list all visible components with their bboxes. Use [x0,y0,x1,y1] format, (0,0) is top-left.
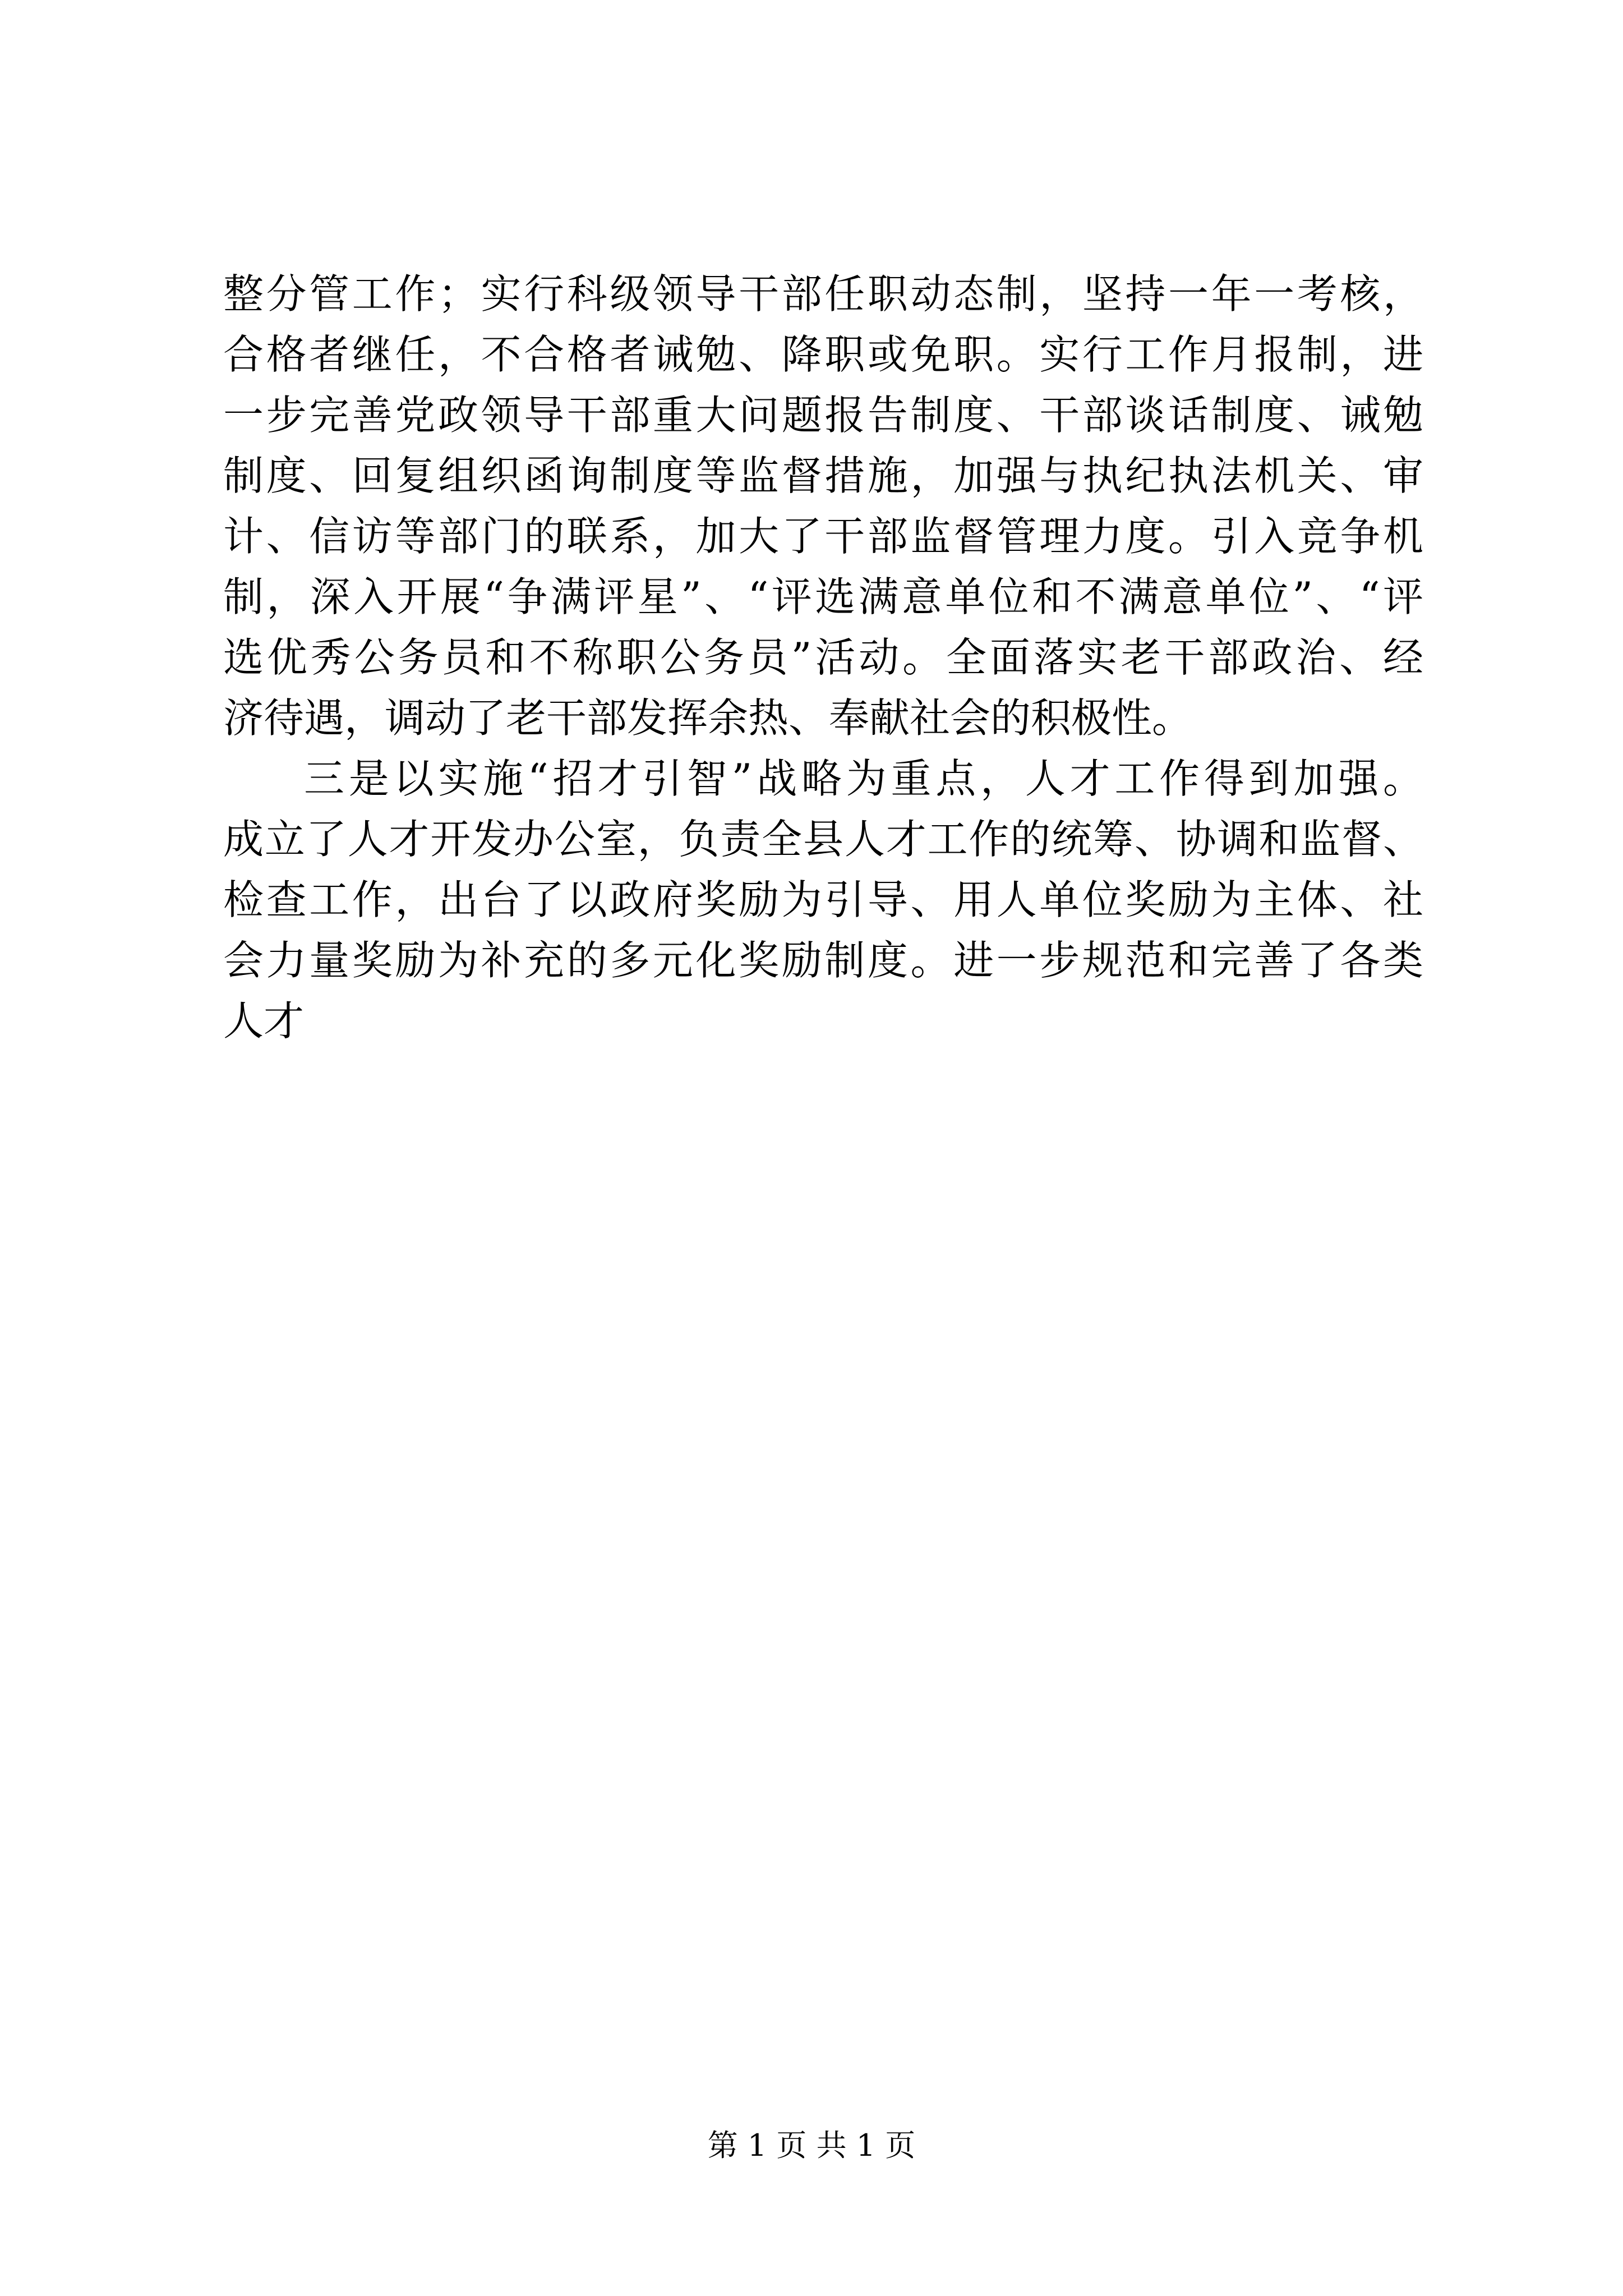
text-line: 济待遇，调动了老干部发挥余热、奉献社会的积极性。 [223,694,1193,742]
body-text [223,264,1423,1051]
paragraph-start-line: 三是以实施“招才引智”战略为重点，人才工作得到加强。 [304,755,1423,802]
text-line: 会力量奖励为补充的多元化奖励制度。进一步规范和完善了各类 [223,937,1423,984]
text-line: 制，深入开展“争满评星”、“评选满意单位和不满意单位”、“评 [223,573,1423,620]
text-line: 整分管工作；实行科级领导干部任职动态制，坚持一年一考核， [223,270,1423,318]
text-line: 制度、回复组织函询制度等监督措施，加强与执纪执法机关、审 [223,452,1423,499]
text-line: 成立了人才开发办公室，负责全县人才工作的统筹、协调和监督、 [223,816,1423,863]
text-line: 选优秀公务员和不称职公务员”活动。全面落实老干部政治、经 [223,634,1423,681]
text-line: 合格者继任，不合格者诫勉、降职或免职。实行工作月报制，进 [223,331,1423,378]
text-line: 检查工作，出台了以政府奖励为引导、用人单位奖励为主体、社 [223,876,1423,923]
page-number: 第 1 页 共 1 页 [707,2128,916,2163]
text-line: 人才 [223,997,305,1045]
text-line: 一步完善党政领导干部重大问题报告制度、干部谈话制度、诫勉 [223,392,1423,439]
text-line: 计、信访等部门的联系，加大了干部监督管理力度。引入竞争机 [223,513,1423,560]
